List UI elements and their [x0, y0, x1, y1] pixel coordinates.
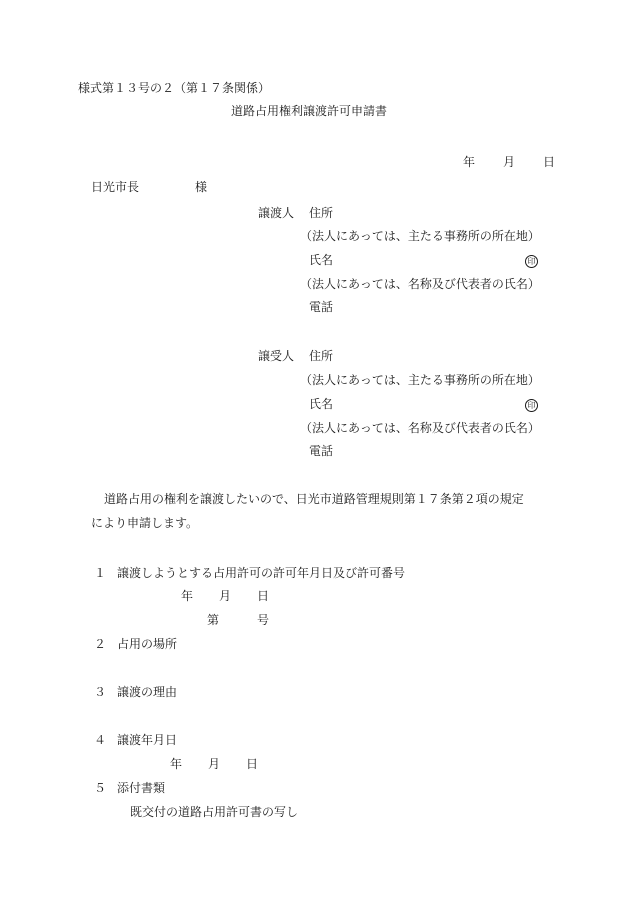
item1-number: １: [94, 566, 107, 580]
item5-attachment: 既交付の道路占用許可書の写し: [130, 805, 299, 819]
permit-number-suffix: 号: [257, 613, 270, 627]
item4-label: 譲渡年月日: [117, 733, 178, 747]
item4-year-label: 年: [170, 757, 183, 771]
transferor-seal-mark: 印: [525, 253, 538, 268]
transferee-role-label: 譲受人: [258, 349, 295, 363]
item4-transfer-date: [170, 757, 258, 771]
form-label: 様式第１３号の２（第１７条関係）: [78, 81, 271, 95]
transferee-seal-mark: 印: [525, 397, 538, 412]
transferee-name-note: （法人にあっては、名称及び代表者の氏名）: [300, 421, 540, 435]
item1-day-label: 日: [257, 589, 270, 603]
transferor-role-label: 譲渡人: [258, 206, 295, 220]
item1-year-label: 年: [181, 589, 194, 603]
addressee-mayor: 日光市長: [91, 180, 140, 194]
transferee-name-label: 氏名: [309, 397, 334, 411]
item4-month-label: 月: [208, 757, 221, 771]
item4-number: ４: [94, 733, 107, 747]
transferor-address-note: （法人にあっては、主たる事務所の所在地）: [300, 229, 540, 243]
transferor-address-label: 住所: [309, 206, 334, 220]
permit-number-prefix: 第: [207, 613, 220, 627]
body-text-line1: 道路占用の権利を譲渡したいので、日光市道路管理規則第１７条第２項の規定: [104, 492, 524, 506]
item4-day-label: 日: [246, 757, 259, 771]
date-month-label: 月: [503, 155, 516, 169]
application-date: [463, 155, 555, 169]
transferee-address-note: （法人にあっては、主たる事務所の所在地）: [300, 373, 540, 387]
addressee-honorific: 様: [195, 180, 208, 194]
body-text-line2: により申請します。: [91, 516, 199, 530]
item5-number: ５: [94, 781, 107, 795]
date-year-label: 年: [463, 155, 476, 169]
transferee-phone-label: 電話: [309, 444, 334, 458]
transferor-name-label: 氏名: [309, 253, 334, 267]
item1-permit-date: [181, 589, 269, 603]
date-day-label: 日: [543, 155, 556, 169]
transferor-phone-label: 電話: [309, 300, 334, 314]
transferee-address-label: 住所: [309, 349, 334, 363]
item1-month-label: 月: [219, 589, 232, 603]
item3-label: 譲渡の理由: [117, 685, 178, 699]
item5-label: 添付書類: [117, 781, 166, 795]
transferor-name-note: （法人にあっては、名称及び代表者の氏名）: [300, 277, 540, 291]
item3-number: ３: [94, 685, 107, 699]
item1-label: 譲渡しようとする占用許可の許可年月日及び許可番号: [117, 566, 406, 580]
item2-number: ２: [94, 637, 107, 651]
item2-label: 占用の場所: [117, 637, 178, 651]
document-title: 道路占用権利譲渡許可申請書: [231, 104, 388, 118]
item1-permit-number: [207, 613, 269, 627]
